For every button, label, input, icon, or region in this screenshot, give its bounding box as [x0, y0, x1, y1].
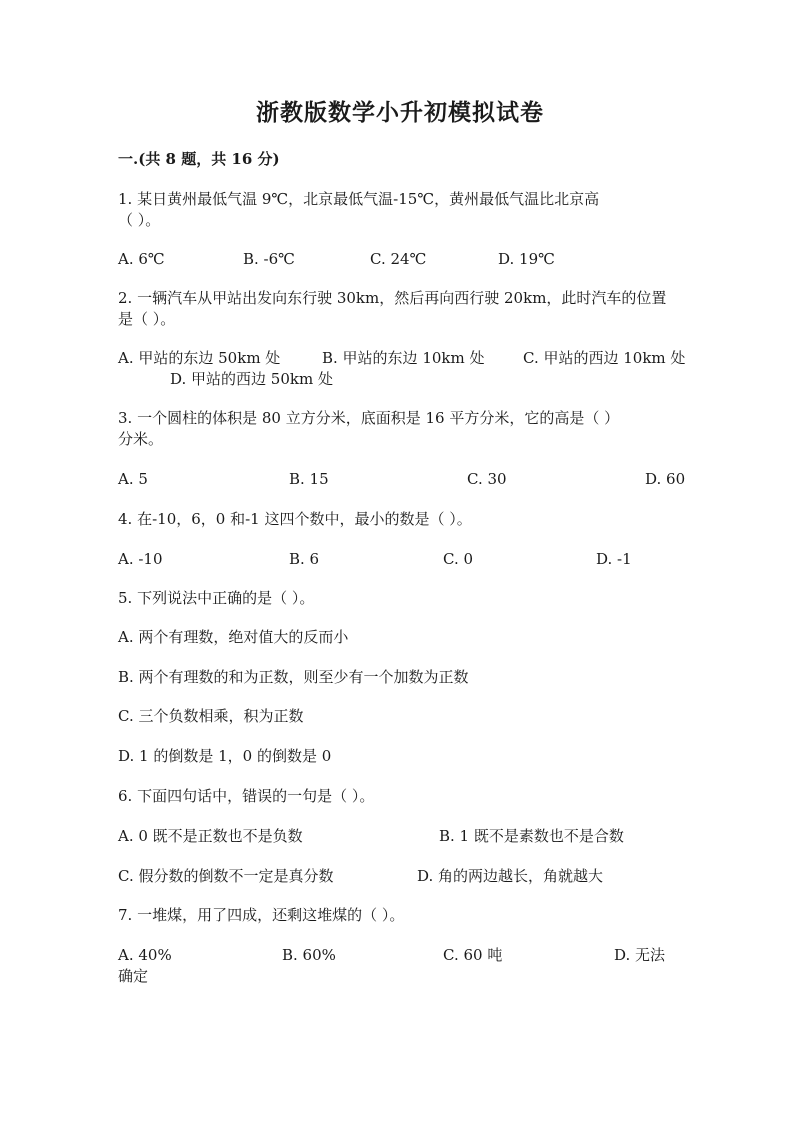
- question-5-option-b: B. 两个有理数的和为正数，则至少有一个加数为正数: [118, 668, 469, 686]
- question-1-stem-cont: （ ）。: [118, 211, 161, 229]
- question-3-option-a: A. 5: [118, 470, 148, 488]
- question-5-option-c: C. 三个负数相乘，积为正数: [118, 707, 304, 725]
- exam-title: 浙教版数学小升初模拟试卷: [256, 99, 544, 126]
- question-6-option-b: B. 1 既不是素数也不是合数: [439, 827, 624, 845]
- question-6-option-a: A. 0 既不是正数也不是负数: [118, 827, 303, 845]
- question-6-stem: 6. 下面四句话中，错误的一句是（ ）。: [118, 787, 375, 805]
- question-6-option-c: C. 假分数的倒数不一定是真分数: [118, 867, 334, 885]
- question-5-stem: 5. 下列说法中正确的是（ ）。: [118, 589, 315, 607]
- question-2-stem: 2. 一辆汽车从甲站出发向东行驶 30km，然后再向西行驶 20km，此时汽车的位置: [118, 289, 667, 307]
- question-2-option-c: C. 甲站的西边 10km 处: [523, 349, 686, 367]
- question-4-option-d: D. -1: [596, 550, 632, 568]
- question-3-option-d: D. 60: [645, 470, 686, 488]
- question-3-option-c: C. 30: [467, 470, 507, 488]
- question-4-option-c: C. 0: [443, 550, 474, 568]
- question-7-option-a: A. 40%: [118, 946, 172, 964]
- section-heading: 一.(共 8 题，共 16 分): [118, 150, 280, 168]
- question-2-option-b: B. 甲站的东边 10km 处: [322, 349, 485, 367]
- question-2-option-a: A. 甲站的东边 50km 处: [118, 349, 281, 367]
- question-3-stem-cont: 分米。: [118, 430, 164, 448]
- question-1-option-c: C. 24℃: [370, 250, 427, 268]
- question-4-option-a: A. -10: [118, 550, 163, 568]
- question-5-option-a: A. 两个有理数，绝对值大的反而小: [118, 628, 349, 646]
- question-5-option-d: D. 1 的倒数是 1，0 的倒数是 0: [118, 747, 332, 765]
- question-7-option-d-cont: 确定: [118, 967, 149, 985]
- question-3-option-b: B. 15: [289, 470, 329, 488]
- question-3-stem: 3. 一个圆柱的体积是 80 立方分米，底面积是 16 平方分米，它的高是（ ）: [118, 409, 620, 427]
- question-7-option-c: C. 60 吨: [443, 946, 503, 964]
- question-6-option-d: D. 角的两边越长，角就越大: [417, 867, 604, 885]
- question-7-stem: 7. 一堆煤，用了四成，还剩这堆煤的（ ）。: [118, 906, 405, 924]
- question-2-option-d: D. 甲站的西边 50km 处: [170, 370, 333, 388]
- question-1-option-a: A. 6℃: [118, 250, 165, 268]
- question-2-stem-cont: 是（ ）。: [118, 310, 176, 328]
- question-1-option-b: B. -6℃: [243, 250, 295, 268]
- question-7-option-b: B. 60%: [282, 946, 336, 964]
- question-7-option-d: D. 无法: [614, 946, 666, 964]
- question-4-stem: 4. 在-10，6，0 和-1 这四个数中，最小的数是（ ）。: [118, 510, 472, 528]
- question-4-option-b: B. 6: [289, 550, 320, 568]
- question-1-stem: 1. 某日黄州最低气温 9℃，北京最低气温-15℃，黄州最低气温比北京高: [118, 190, 600, 208]
- question-1-option-d: D. 19℃: [498, 250, 555, 268]
